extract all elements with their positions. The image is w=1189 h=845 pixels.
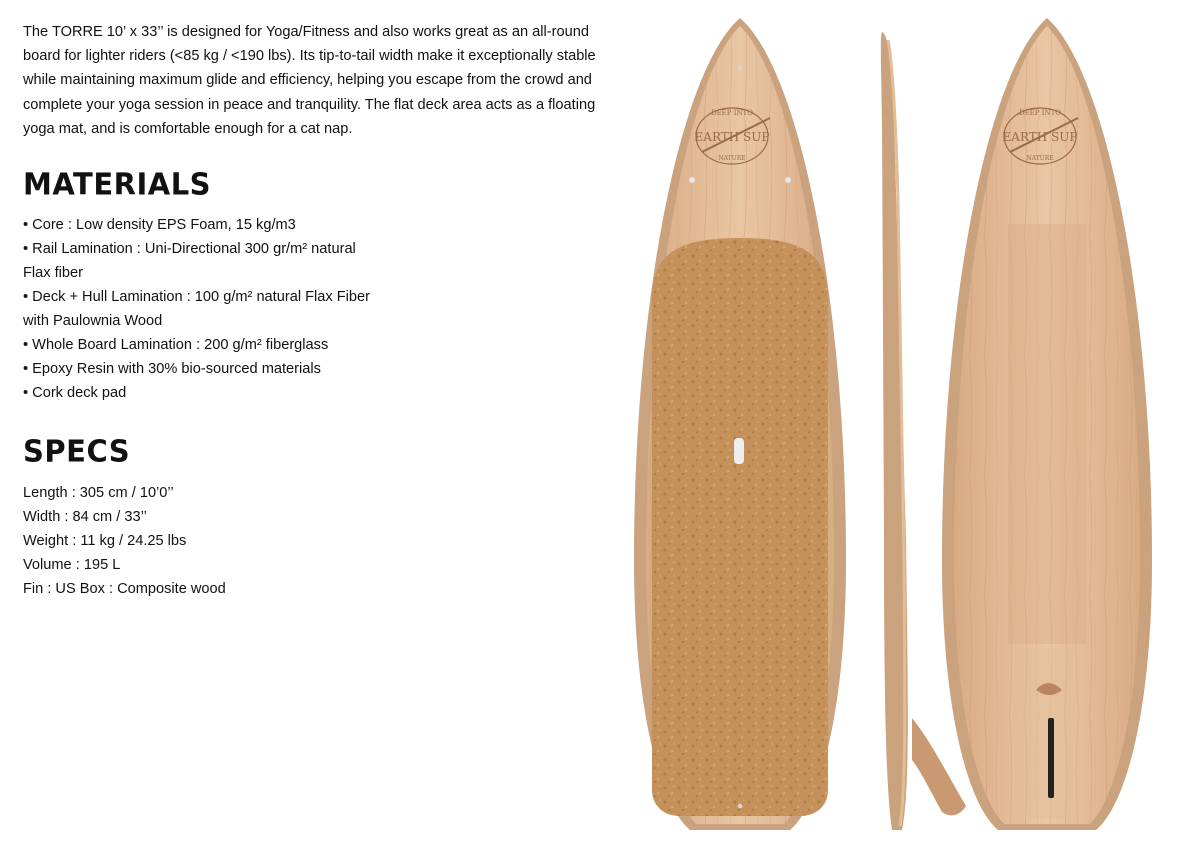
hull-logo-main-text: EARTH SUP [1002, 130, 1078, 144]
materials-item: • Cork deck pad [23, 385, 127, 402]
cork-deck-pad [652, 238, 828, 816]
deck-handle-icon [734, 438, 744, 464]
materials-list [23, 213, 373, 405]
leash-plug-icon [738, 66, 742, 70]
materials-item: • Whole Board Lamination : 200 g/m² fiberglass [23, 337, 329, 354]
deck-plug-icon [785, 177, 791, 183]
logo-top-text: DEEP INTO [710, 109, 754, 117]
spec-fin: Fin : US Box : Composite wood [23, 581, 226, 598]
fin-box [1048, 718, 1054, 798]
spec-weight: Weight : 11 kg / 24.25 lbs [23, 533, 187, 550]
hull-logo-bottom-text: NATURE [1026, 155, 1054, 162]
spec-width: Width : 84 cm / 33’’ [23, 509, 147, 526]
spec-length: Length : 305 cm / 10’0’’ [23, 485, 174, 502]
logo-main-text: EARTH SUP [694, 130, 770, 144]
product-description: The TORRE 10’ x 33’’ is designed for Yoga/Fitness and also works great as an all-round board for lighter riders (<85 kg / <190 lbs). Its tip-to-tail width make it exceptionally stable while maintaining maximum glide and efficiency, helping you escape from the crowd and complete your yoga session in peace and tranquility. The flat deck area acts as a floating yoga mat, and is comfortable enough for a cat nap. [23, 24, 596, 137]
logo-bottom-text: NATURE [718, 155, 746, 162]
materials-item: • Core : Low density EPS Foam, 15 kg/m3 [23, 217, 296, 234]
deck-plug-icon [689, 177, 695, 183]
hull-board [942, 18, 1152, 830]
board-illustrations [620, 0, 1189, 840]
deck-board [634, 18, 846, 830]
product-text-column [23, 20, 613, 601]
spec-volume: Volume : 195 L [23, 557, 121, 574]
materials-heading: MATERIALS [23, 166, 212, 202]
board-drawings [620, 0, 1189, 840]
materials-item: • Rail Lamination : Uni-Directional 300 gr/m² natural Flax fiber [23, 241, 356, 282]
materials-item: • Epoxy Resin with 30% bio-sourced materials [23, 361, 321, 378]
specs-heading: SPECS [23, 433, 131, 469]
specs-list [23, 481, 613, 601]
hull-logo-top-text: DEEP INTO [1018, 109, 1062, 117]
tail-plug-icon [738, 804, 742, 808]
materials-item: • Deck + Hull Lamination : 100 g/m² natural Flax Fiber with Paulownia Wood [23, 289, 370, 330]
